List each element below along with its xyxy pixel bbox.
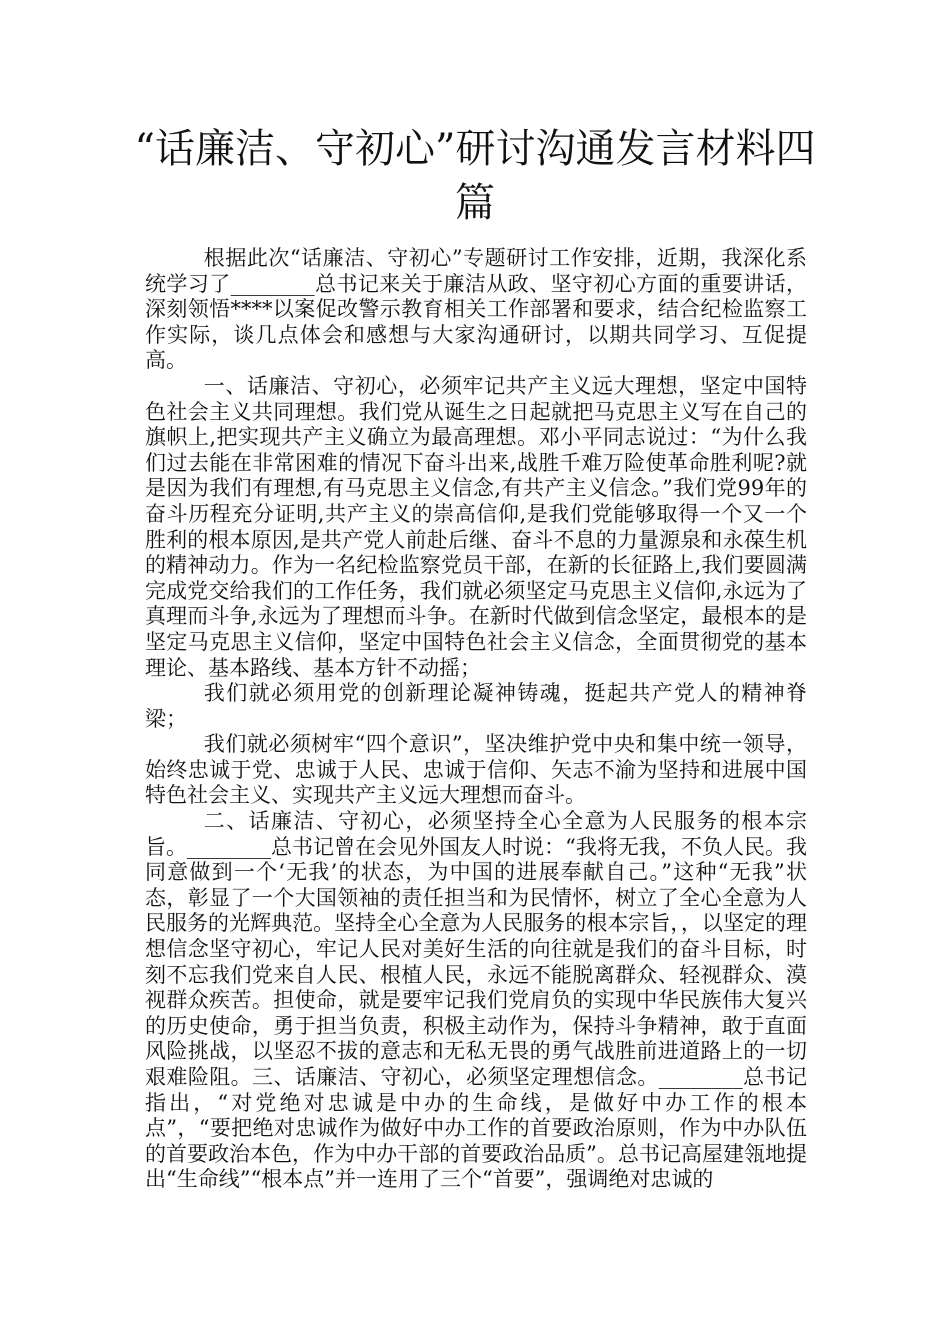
intro-paragraph: 根据此次“话廉洁、守初心”专题研讨工作安排，近期，我深化系统学习了________总书记来关于廉洁从政、坚守初心方面的重要讲话，深刻领悟****以案促改警示教育相关工作部署和要求，结合纪检监察工作实际，谈几点体会和感想与大家沟通研讨，以期共同学习、互促提高。 (145, 246, 807, 373)
innovation-theory-paragraph: 我们就必须用党的创新理论凝神铸魂，挺起共产党人的精神脊梁； (145, 681, 807, 731)
section-one-paragraph: 一、话廉洁、守初心，必须牢记共产主义远大理想，坚定中国特色社会主义共同理想。我们党从诞生之日起就把马克思主义写在自己的旗帜上,把实现共产主义确立为最高理想。邓小平同志说过：“为什么我们过去能在非常困难的情况下奋斗出来,战胜千难万险使革命胜利呢?就是因为我们有理想,有马克思主义信念,有共产主义信念。”我们党99年的奋斗历程充分证明,共产主义的崇高信仰,是我们党能够取得一个又一个胜利的根本原因,是共产党人前赴后继、奋斗不息的力量源泉和永葆生机的精神动力。作为一名纪检监察党员干部，在新的长征路上,我们要圆满完成党交给我们的工作任务，我们就必须坚定马克思主义信仰,永远为了真理而斗争,永远为了理想而斗争。在新时代做到信念坚定，最根本的是坚定马克思主义信仰，坚定中国特色社会主义信念，全面贯彻党的基本理论、基本路线、基本方针不动摇； (145, 373, 807, 680)
document-body (145, 246, 807, 1193)
document-title: “话廉洁、守初心”研讨沟通发言材料四篇 (134, 126, 816, 226)
four-consciousness-paragraph: 我们就必须树牢“四个意识”，坚决维护党中央和集中统一领导，始终忠诚于党、忠诚于人民、忠诚于信仰、矢志不渝为坚持和进展中国特色社会主义、实现共产主义远大理想而奋斗。 (145, 732, 807, 808)
section-two-paragraph: 二、话廉洁、守初心，必须坚持全心全意为人民服务的根本宗旨。________总书记曾在会见外国友人时说：“我将无我，不负人民。我同意做到一个‘无我’的状态，为中国的进展奉献自己。”这种“无我”状态，彰显了一个大国领袖的责任担当和为民情怀，树立了全心全意为人民服务的光辉典范。坚持全心全意为人民服务的根本宗旨，，以坚定的理想信念坚守初心，牢记人民对美好生活的向往就是我们的奋斗目标，时刻不忘我们党来自人民、根植人民，永远不能脱离群众、轻视群众、漠视群众疾苦。担使命，就是要牢记我们党肩负的实现中华民族伟大复兴的历史使命，勇于担当负责，积极主动作为，保持斗争精神，敢于直面风险挑战，以坚忍不拔的意志和无私无畏的勇气战胜前进道路上的一切艰难险阻。三、话廉洁、守初心，必须坚定理想信念。________总书记指出，“对党绝对忠诚是中办的生命线，是做好中办工作的根本点”，“要把绝对忠诚作为做好中办工作的首要政治原则，作为中办队伍的首要政治本色，作为中办干部的首要政治品质”。总书记高屋建瓴地提出“生命线”“根本点”并一连用了三个“首要”，强调绝对忠诚的 (145, 809, 807, 1192)
